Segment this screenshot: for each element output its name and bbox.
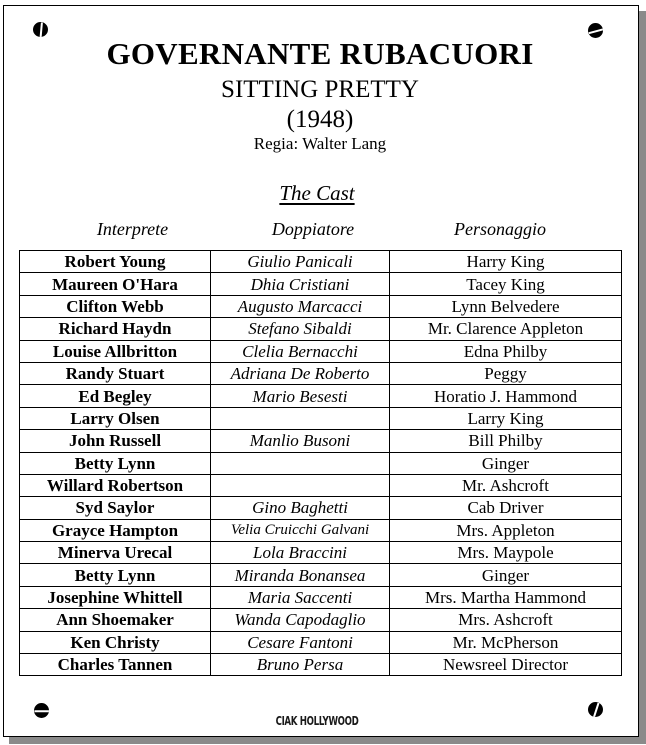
actor-cell: Syd Saylor — [20, 497, 211, 519]
character-cell: Mr. Ashcroft — [390, 474, 622, 496]
cast-heading — [0, 183, 634, 204]
table-row — [20, 631, 622, 653]
cast-table-body — [20, 251, 622, 676]
character-cell: Cab Driver — [390, 497, 622, 519]
table-row — [20, 542, 622, 564]
character-cell: Mr. McPherson — [390, 631, 622, 653]
character-cell: Peggy — [390, 362, 622, 384]
table-row — [20, 251, 622, 273]
dubber-cell — [211, 474, 390, 496]
table-row — [20, 430, 622, 452]
actor-cell: Richard Haydn — [20, 318, 211, 340]
actor-cell: Maureen O'Hara — [20, 273, 211, 295]
character-cell: Mrs. Martha Hammond — [390, 586, 622, 608]
brand-logo: CIAK HOLLYWOOD — [275, 714, 359, 728]
character-cell: Bill Philby — [390, 430, 622, 452]
table-row — [20, 474, 622, 496]
dubber-cell: Gino Baghetti — [211, 497, 390, 519]
character-cell: Mr. Clarence Appleton — [390, 318, 622, 340]
character-cell: Mrs. Ashcroft — [390, 609, 622, 631]
dubber-cell — [211, 407, 390, 429]
character-cell: Horatio J. Hammond — [390, 385, 622, 407]
character-cell: Edna Philby — [390, 340, 622, 362]
column-header-dubber: Doppiatore — [271, 219, 355, 239]
table-row — [20, 452, 622, 474]
dubber-cell: Miranda Bonansea — [211, 564, 390, 586]
column-header-actor: Interprete — [96, 219, 169, 239]
original-title: SITTING PRETTY — [221, 76, 419, 103]
character-cell: Ginger — [390, 452, 622, 474]
dubber-cell: Augusto Marcacci — [211, 295, 390, 317]
table-row — [20, 654, 622, 676]
actor-cell: Charles Tannen — [20, 654, 211, 676]
dubber-cell: Cesare Fantoni — [211, 631, 390, 653]
table-row — [20, 295, 622, 317]
film-title: GOVERNANTE RUBACUORI — [106, 36, 534, 71]
cast-heading-text: The Cast — [279, 181, 355, 205]
table-row — [20, 318, 622, 340]
actor-cell: Larry Olsen — [20, 407, 211, 429]
character-cell: Larry King — [390, 407, 622, 429]
actor-cell: Louise Allbritton — [20, 340, 211, 362]
screw-icon — [588, 702, 603, 717]
character-cell: Newsreel Director — [390, 654, 622, 676]
dubber-cell: Maria Saccenti — [211, 586, 390, 608]
table-row — [20, 407, 622, 429]
dubber-cell: Adriana De Roberto — [211, 362, 390, 384]
dubber-cell: Dhia Cristiani — [211, 273, 390, 295]
screw-icon — [33, 22, 48, 37]
actor-cell: Ken Christy — [20, 631, 211, 653]
dubber-cell: Wanda Capodaglio — [211, 609, 390, 631]
screw-icon — [588, 23, 603, 38]
actor-cell: Josephine Whittell — [20, 586, 211, 608]
dubber-cell: Bruno Persa — [211, 654, 390, 676]
table-row — [20, 273, 622, 295]
table-row — [20, 519, 622, 541]
character-cell: Lynn Belvedere — [390, 295, 622, 317]
dubber-cell: Clelia Bernacchi — [211, 340, 390, 362]
table-row — [20, 362, 622, 384]
actor-cell: John Russell — [20, 430, 211, 452]
director-credit: Regia: Walter Lang — [253, 134, 387, 153]
actor-cell: Robert Young — [20, 251, 211, 273]
actor-cell: Ann Shoemaker — [20, 609, 211, 631]
dubber-cell: Giulio Panicali — [211, 251, 390, 273]
table-row — [20, 385, 622, 407]
character-cell: Mrs. Maypole — [390, 542, 622, 564]
dubber-cell: Velia Cruicchi Galvani — [211, 519, 390, 541]
actor-cell: Betty Lynn — [20, 452, 211, 474]
actor-cell: Willard Robertson — [20, 474, 211, 496]
dubber-cell: Manlio Busoni — [211, 430, 390, 452]
dubber-cell — [211, 452, 390, 474]
dubber-cell: Stefano Sibaldi — [211, 318, 390, 340]
character-cell: Ginger — [390, 564, 622, 586]
cast-table — [19, 250, 622, 676]
actor-cell: Randy Stuart — [20, 362, 211, 384]
column-header-character: Personaggio — [454, 219, 546, 239]
screw-icon — [34, 703, 49, 718]
dubber-cell: Mario Besesti — [211, 385, 390, 407]
release-year: (1948) — [286, 106, 354, 133]
character-cell: Harry King — [390, 251, 622, 273]
actor-cell: Ed Begley — [20, 385, 211, 407]
actor-cell: Grayce Hampton — [20, 519, 211, 541]
table-row — [20, 609, 622, 631]
table-row — [20, 564, 622, 586]
actor-cell: Betty Lynn — [20, 564, 211, 586]
character-cell: Mrs. Appleton — [390, 519, 622, 541]
dubber-cell: Lola Braccini — [211, 542, 390, 564]
table-row — [20, 586, 622, 608]
table-row — [20, 497, 622, 519]
actor-cell: Clifton Webb — [20, 295, 211, 317]
table-row — [20, 340, 622, 362]
character-cell: Tacey King — [390, 273, 622, 295]
actor-cell: Minerva Urecal — [20, 542, 211, 564]
